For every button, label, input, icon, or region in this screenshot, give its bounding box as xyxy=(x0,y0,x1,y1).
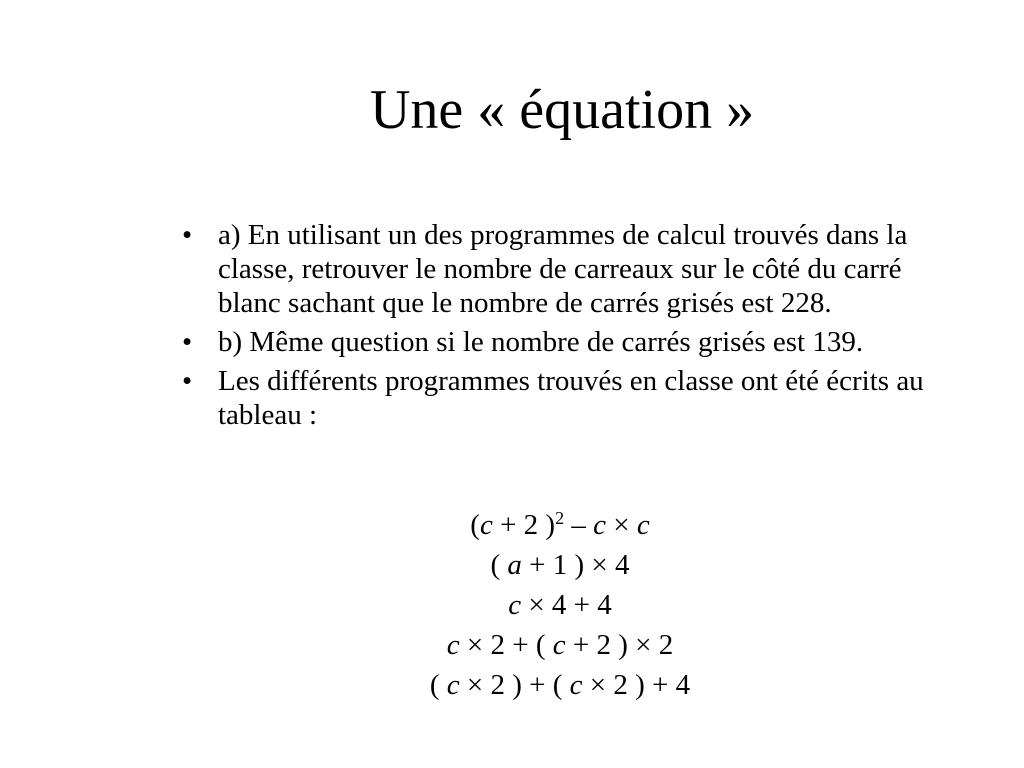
formula-3 xyxy=(290,585,830,625)
formula-5 xyxy=(290,665,830,705)
slide-title: Une « équation » xyxy=(369,79,755,141)
formula-variable: c xyxy=(569,669,583,701)
formula-variable: c xyxy=(593,509,606,541)
formula-exponent: 2 xyxy=(555,508,565,528)
formula-text: ( xyxy=(429,669,447,701)
bullet-marker: • xyxy=(182,365,193,397)
formula-text: × 2 + ( xyxy=(459,629,553,661)
formula-variable: c xyxy=(446,669,460,701)
formula-variable: c xyxy=(508,589,522,621)
formula-text: – xyxy=(564,509,594,541)
bullet-item-programs xyxy=(182,364,948,432)
bullet-text: Les différents programmes trouvés en classe ont été écrits au tableau : xyxy=(218,365,924,431)
formula-text: + 2 ) × 2 xyxy=(565,629,674,661)
formula-variable: c xyxy=(479,509,493,541)
bullet-item-a xyxy=(182,218,948,320)
formula-text: × 2 ) + 4 xyxy=(582,669,691,701)
formula-variable: c xyxy=(552,629,566,661)
formula-1 xyxy=(290,505,830,545)
formula-variable: c xyxy=(636,509,650,541)
formula-text: + 1 ) × 4 xyxy=(521,549,630,581)
formula-4 xyxy=(290,625,830,665)
formula-text: × 2 ) + ( xyxy=(459,669,570,701)
formula-variable: c xyxy=(446,629,460,661)
formula-variable: a xyxy=(507,549,522,581)
bullet-text: b) Même question si le nombre de carrés grisés est 139. xyxy=(218,326,864,358)
formula-text: × 4 + 4 xyxy=(521,589,612,621)
bullet-marker: • xyxy=(182,219,193,251)
formula-text: ( xyxy=(470,509,480,541)
formula-text: ( xyxy=(490,549,508,581)
formula-text: + 2 ) xyxy=(492,509,556,541)
bullet-item-b xyxy=(182,325,918,359)
bullet-marker: • xyxy=(182,326,193,358)
formula-list xyxy=(290,505,830,705)
bullet-text: a) En utilisant un des programmes de calcul trouvés dans la classe, retrouver le nombre de carreaux sur le côté du carré blanc sachant que le nombre de carrés grisés est 228. xyxy=(218,219,908,319)
formula-text: × xyxy=(605,509,637,541)
formula-2 xyxy=(290,545,830,585)
bullet-list xyxy=(182,218,962,437)
